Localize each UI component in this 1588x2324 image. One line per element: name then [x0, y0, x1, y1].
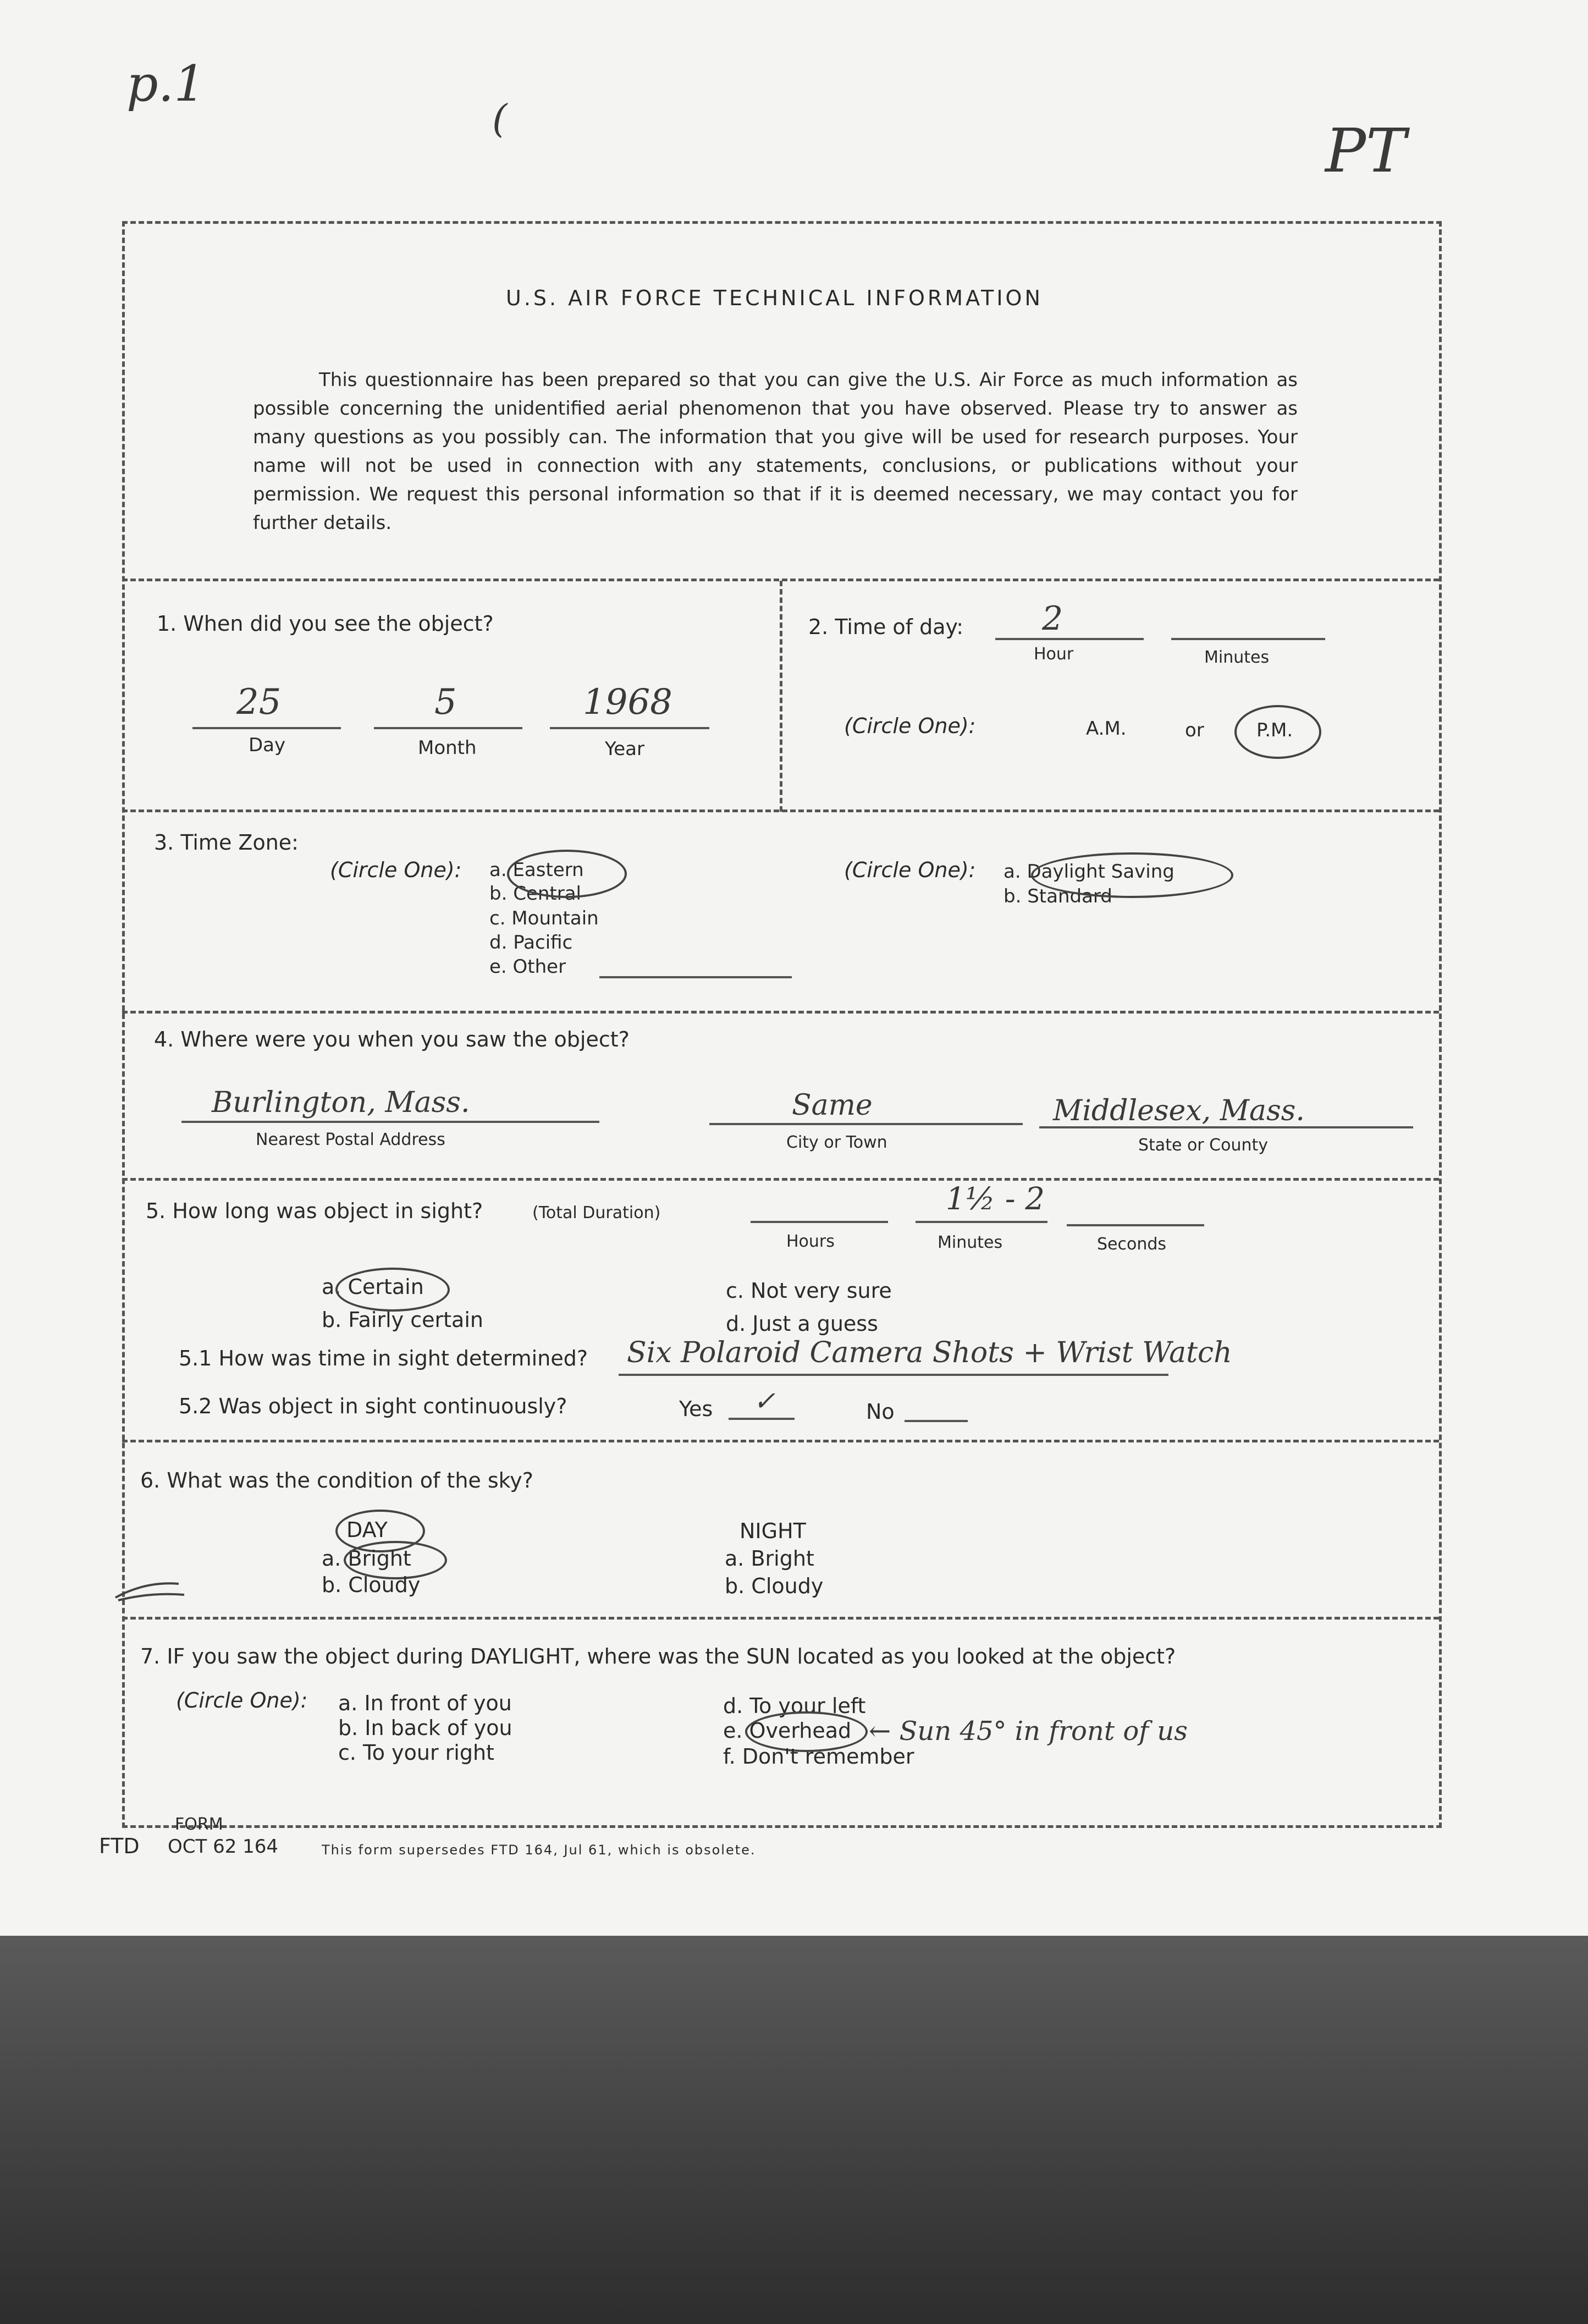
- margin-note-top-left: p.1: [126, 55, 206, 113]
- q5-2-question: 5.2 Was object in sight continuously?: [179, 1394, 567, 1418]
- q5-option-fairly-certain: b. Fairly certain: [322, 1308, 483, 1332]
- q6-day-cloudy: b. Cloudy: [322, 1573, 421, 1597]
- q2-am: A.M.: [1086, 718, 1127, 740]
- q7-option-left: d. To your left: [723, 1694, 866, 1718]
- q6-day-bright: a. Bright: [322, 1546, 411, 1571]
- q5-1-line: [619, 1374, 1168, 1376]
- footer-supersedes: This form supersedes FTD 164, Jul 61, which is obsolete.: [322, 1842, 756, 1858]
- q1-year-line: [550, 727, 709, 729]
- margin-note-top-right: PT: [1325, 115, 1407, 186]
- q2-question: 2. Time of day:: [808, 615, 964, 639]
- q5-seconds-label: Seconds: [1097, 1235, 1167, 1254]
- q4-state-label: State or County: [1138, 1136, 1269, 1155]
- q7-option-right: c. To your right: [338, 1741, 494, 1765]
- q4-address-label: Nearest Postal Address: [256, 1130, 445, 1149]
- q5-1-answer: Six Polaroid Camera Shots + Wrist Watch: [627, 1336, 1232, 1369]
- q6-question: 6. What was the condition of the sky?: [140, 1468, 533, 1493]
- divider-q1-q2: [780, 581, 782, 812]
- footer-ftd: FTD: [99, 1834, 140, 1858]
- q5-option-certain: a. Certain: [322, 1275, 424, 1299]
- q4-city-label: City or Town: [786, 1133, 887, 1152]
- q5-2-yes-line: [729, 1418, 795, 1420]
- q5-2-no-label: No: [866, 1400, 895, 1424]
- q5-2-yes-value: ✓: [753, 1386, 776, 1417]
- q5-hours-line: [751, 1221, 888, 1223]
- q6-night-cloudy: b. Cloudy: [725, 1574, 824, 1598]
- q2-hour-value: 2: [1042, 599, 1063, 638]
- q1-year-label: Year: [605, 738, 644, 760]
- q1-day-label: Day: [249, 734, 286, 756]
- q1-day-line: [192, 727, 341, 729]
- q7-option-dont-remember: f. Don't remember: [723, 1744, 914, 1769]
- q6-night-heading: NIGHT: [740, 1519, 806, 1543]
- q3-question: 3. Time Zone:: [154, 830, 299, 855]
- q5-question: 5. How long was object in sight?: [146, 1199, 483, 1223]
- divider-q4: [122, 1178, 1439, 1181]
- footer-date-number: OCT 62 164: [168, 1836, 279, 1858]
- q3-daylight-saving: a. Daylight Saving: [1003, 861, 1175, 883]
- q3-standard: b. Standard: [1003, 885, 1112, 907]
- q1-month-value: 5: [434, 682, 457, 723]
- q2-minutes-label: Minutes: [1204, 648, 1270, 667]
- q4-city-line: [709, 1123, 1023, 1125]
- q2-hour-line: [995, 638, 1144, 640]
- q5-2-no-line: [905, 1420, 968, 1422]
- q7-question: 7. IF you saw the object during DAYLIGHT, where was the SUN located as you looked at the object?: [140, 1644, 1176, 1668]
- q2-minutes-line: [1171, 638, 1325, 640]
- divider-q2: [122, 809, 1439, 812]
- q5-option-not-very-sure: c. Not very sure: [726, 1279, 892, 1303]
- divider-q3: [122, 1011, 1439, 1014]
- q7-option-back: b. In back of you: [338, 1716, 512, 1740]
- q2-pm: P.M.: [1256, 719, 1293, 741]
- divider-q6: [122, 1617, 1439, 1620]
- q6-pencil-mark: [113, 1573, 190, 1606]
- q7-circle-one: (Circle One):: [176, 1688, 308, 1712]
- q5-minutes-line: [916, 1221, 1047, 1223]
- q3-circle-one-2: (Circle One):: [844, 858, 976, 882]
- margin-paren: (: [492, 96, 508, 141]
- q2-pm-circle: [1234, 705, 1321, 759]
- q3-other-line: [599, 976, 792, 978]
- q2-circle-one: (Circle One):: [844, 714, 976, 738]
- q3-eastern-circle: [507, 850, 627, 898]
- q4-state-value: Middlesex, Mass.: [1053, 1094, 1305, 1127]
- q7-option-overhead: e. Overhead: [723, 1719, 852, 1743]
- q4-state-line: [1039, 1126, 1413, 1128]
- q5-option-just-a-guess: d. Just a guess: [726, 1312, 878, 1336]
- q5-1-question: 5.1 How was time in sight determined?: [179, 1346, 588, 1370]
- q1-question: 1. When did you see the object?: [157, 612, 494, 636]
- q6-day-heading: DAY: [346, 1518, 388, 1542]
- scan-background: [0, 1936, 1588, 2324]
- q3-circle-one: (Circle One):: [330, 858, 462, 882]
- q7-option-front: a. In front of you: [338, 1691, 512, 1715]
- q2-hour-label: Hour: [1034, 645, 1074, 664]
- q1-month-line: [374, 727, 522, 729]
- q3-zone-other: e. Other: [489, 956, 566, 978]
- q5-hours-label: Hours: [786, 1232, 835, 1251]
- q5-minutes-value: 1½ - 2: [946, 1181, 1045, 1217]
- q1-month-label: Month: [418, 737, 477, 759]
- footer-form-label: FORM: [175, 1815, 223, 1834]
- q3-zone-eastern: a. Eastern: [489, 859, 584, 881]
- q7-annotation: ← Sun 45° in front of us: [869, 1716, 1188, 1747]
- q4-question: 4. Where were you when you saw the object?: [154, 1027, 630, 1051]
- q1-day-value: 25: [236, 682, 282, 723]
- q3-zone-central: b. Central: [489, 883, 581, 905]
- q1-year-value: 1968: [583, 682, 672, 723]
- q5-certain-circle: [335, 1268, 450, 1312]
- q5-minutes-label: Minutes: [938, 1233, 1003, 1252]
- q4-address-value: Burlington, Mass.: [212, 1086, 470, 1119]
- form-intro: This questionnaire has been prepared so that you can give the U.S. Air Force as much information as possible concerning the unidentified aerial phenomenon that you have observed. Please try to answer as many questions as you possibly can. The information that you give will be used for research purposes. Your name will not be used in connection with any statements, conclusions, or publications without your permission. We request this personal information so that if it is deemed necessary, we may contact you for further details.: [253, 369, 1298, 534]
- q6-night-bright: a. Bright: [725, 1546, 814, 1571]
- divider-q5: [122, 1440, 1439, 1442]
- q2-or: or: [1185, 719, 1204, 741]
- q3-zone-mountain: c. Mountain: [489, 907, 599, 929]
- q4-address-line: [181, 1121, 599, 1123]
- q5-total-duration: (Total Duration): [532, 1203, 661, 1222]
- q3-zone-pacific: d. Pacific: [489, 932, 573, 954]
- q5-2-yes-label: Yes: [679, 1397, 713, 1421]
- q3-saving-circle: [1031, 852, 1233, 898]
- form-title: U.S. AIR FORCE TECHNICAL INFORMATION: [506, 286, 1043, 310]
- q4-city-value: Same: [792, 1089, 873, 1122]
- q5-seconds-line: [1067, 1224, 1204, 1226]
